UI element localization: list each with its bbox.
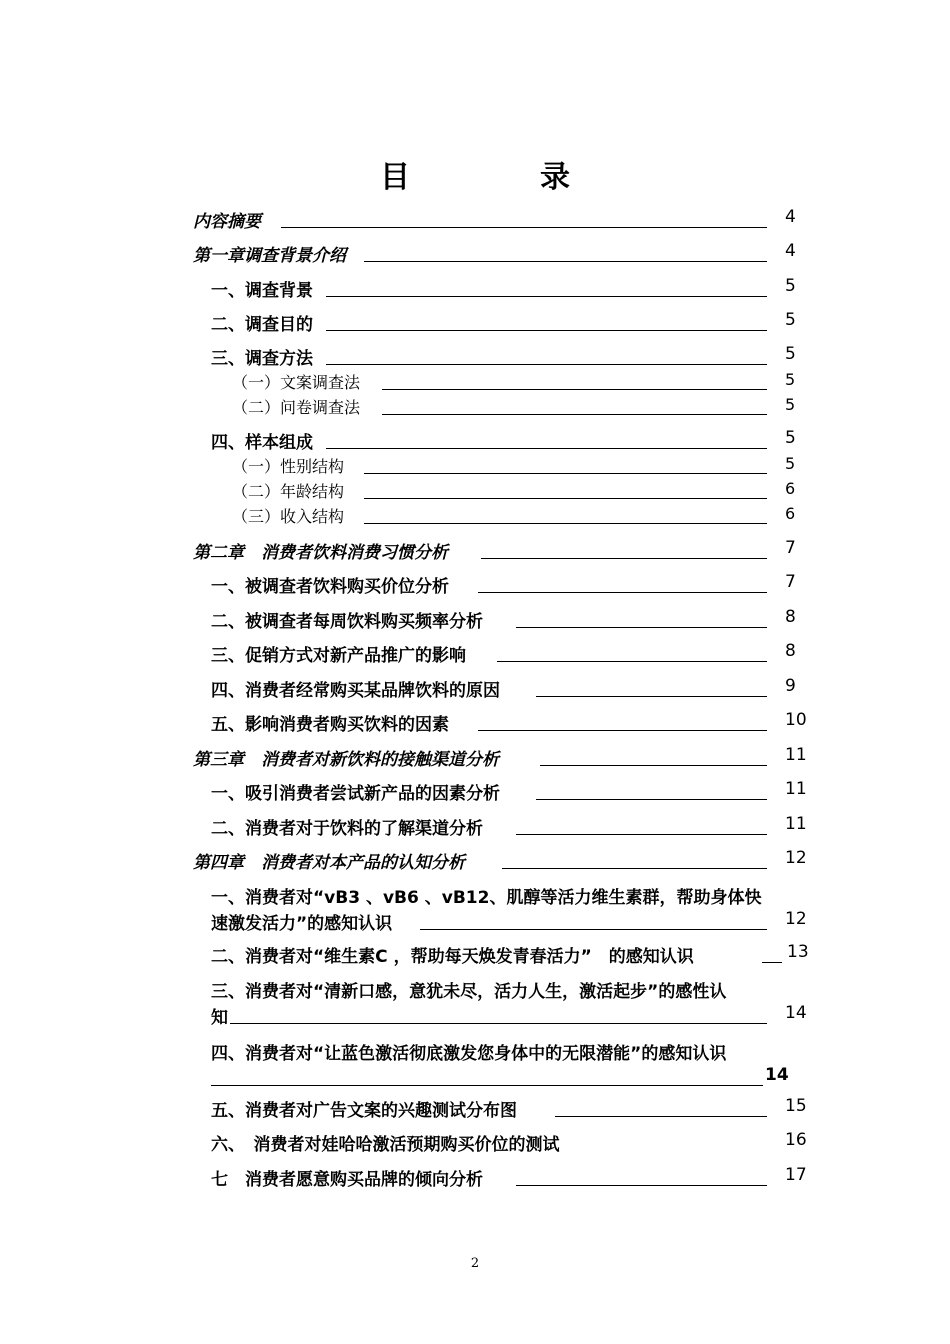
toc-entry-label: 二、被调查者每周饮料购买频率分析 bbox=[211, 612, 483, 632]
toc-leader bbox=[762, 962, 782, 963]
toc-entry-label: 内容摘要 bbox=[193, 212, 261, 232]
toc-leader bbox=[478, 730, 767, 731]
toc-page-number: 9 bbox=[785, 676, 796, 696]
toc-entry-label: 一、调查背景 bbox=[211, 281, 313, 301]
toc-entry-label: 二、消费者对“维生素C ，帮助每天焕发青春活力” 的感知认识 bbox=[211, 947, 694, 967]
toc-entry-label: 第一章调查背景介绍 bbox=[193, 246, 346, 266]
toc-entry-label-line2: 速激发活力”的感知认识 bbox=[211, 914, 393, 934]
toc-page-number: 5 bbox=[785, 395, 796, 414]
toc-entry-label: 六、 消费者对娃哈哈激活预期购买价位的测试 bbox=[211, 1135, 560, 1155]
toc-page-number: 16 bbox=[785, 1130, 807, 1150]
toc-leader bbox=[364, 523, 767, 524]
toc-entry[interactable] bbox=[0, 710, 950, 740]
toc-entry[interactable] bbox=[0, 779, 950, 809]
toc-entry-label: 三、调查方法 bbox=[211, 349, 313, 369]
toc-page-number: 8 bbox=[785, 641, 796, 661]
toc-leader bbox=[382, 414, 767, 415]
toc-page-number: 12 bbox=[785, 909, 807, 929]
toc-page-number: 5 bbox=[785, 454, 796, 473]
toc-entry[interactable] bbox=[0, 848, 950, 878]
toc-leader bbox=[326, 448, 767, 449]
toc-entry-label: 二、调查目的 bbox=[211, 315, 313, 335]
toc-entry[interactable] bbox=[0, 276, 950, 306]
toc-entry[interactable] bbox=[0, 538, 950, 568]
toc-leader bbox=[230, 1023, 767, 1024]
toc-leader bbox=[516, 1185, 767, 1186]
toc-entry-label: 三、促销方式对新产品推广的影响 bbox=[211, 646, 466, 666]
toc-page-number: 4 bbox=[785, 207, 796, 227]
toc-leader bbox=[326, 364, 767, 365]
toc-entry[interactable] bbox=[0, 310, 950, 340]
toc-leader bbox=[211, 1085, 763, 1086]
toc-entry-label: 五、影响消费者购买饮料的因素 bbox=[211, 715, 449, 735]
toc-entry-label: 七 消费者愿意购买品牌的倾向分析 bbox=[211, 1170, 483, 1190]
toc-page-number: 13 bbox=[787, 942, 809, 962]
toc-page-number: 11 bbox=[785, 779, 807, 799]
toc-entry-label: 第四章 消费者对本产品的认知分析 bbox=[193, 853, 465, 873]
toc-leader bbox=[516, 834, 767, 835]
toc-page-number: 5 bbox=[785, 310, 796, 330]
toc-entry[interactable] bbox=[0, 1130, 950, 1160]
toc-entry-label: （一）性别结构 bbox=[232, 457, 345, 476]
toc-page-number: 11 bbox=[785, 745, 807, 765]
toc-entry[interactable] bbox=[0, 572, 950, 602]
toc-page-number: 11 bbox=[785, 814, 807, 834]
toc-entry-label: 五、消费者对广告文案的兴趣测试分布图 bbox=[211, 1101, 517, 1121]
toc-leader bbox=[364, 473, 767, 474]
toc-page-number: 7 bbox=[785, 538, 796, 558]
toc-leader bbox=[536, 696, 767, 697]
toc-page-number: 7 bbox=[785, 572, 796, 592]
toc-entry[interactable] bbox=[0, 883, 950, 939]
toc-leader bbox=[364, 498, 767, 499]
toc-entry-label: （二）问卷调查法 bbox=[232, 398, 361, 417]
toc-entry-label-line1: 三、消费者对“清新口感，意犹未尽，活力人生，激活起步”的感性认 bbox=[211, 982, 727, 1002]
toc-leader bbox=[326, 330, 767, 331]
toc-entry-label: 二、消费者对于饮料的了解渠道分析 bbox=[211, 819, 483, 839]
toc-entry-label: 四、样本组成 bbox=[211, 433, 313, 453]
toc-page-number: 5 bbox=[785, 370, 796, 389]
toc-page-number: 6 bbox=[785, 479, 796, 498]
toc-leader bbox=[540, 765, 767, 766]
toc-entry-label: 四、消费者经常购买某品牌饮料的原因 bbox=[211, 681, 500, 701]
toc-page-number: 14 bbox=[785, 1003, 807, 1023]
toc-entry[interactable] bbox=[0, 207, 950, 237]
toc-entry-label-line1: 四、消费者对“让蓝色激活彻底激发您身体中的无限潜能”的感知认识 bbox=[211, 1044, 727, 1064]
toc-page-number: 5 bbox=[785, 344, 796, 364]
toc-entry[interactable] bbox=[0, 1096, 950, 1126]
toc-leader bbox=[478, 592, 767, 593]
toc-entry-label-line1: 一、消费者对“vB3 、vB6 、vB12、肌醇等活力维生素群，帮助身体快 bbox=[211, 888, 762, 908]
toc-entry-label: 一、吸引消费者尝试新产品的因素分析 bbox=[211, 784, 500, 804]
toc-page-number: 8 bbox=[785, 607, 796, 627]
toc-leader bbox=[281, 227, 767, 228]
toc-entry[interactable] bbox=[0, 1039, 950, 1095]
toc-leader bbox=[364, 261, 767, 262]
toc-page-number: 5 bbox=[785, 428, 796, 448]
toc-entry[interactable] bbox=[0, 504, 950, 534]
toc-entry[interactable] bbox=[0, 977, 950, 1033]
toc-leader bbox=[497, 661, 767, 662]
toc-entry[interactable] bbox=[0, 814, 950, 844]
toc-leader bbox=[555, 1116, 767, 1117]
toc-entry[interactable] bbox=[0, 607, 950, 637]
toc-page-number: 6 bbox=[785, 504, 796, 523]
toc-entry-label: 第二章 消费者饮料消费习惯分析 bbox=[193, 543, 448, 563]
toc-leader bbox=[382, 389, 767, 390]
toc-entry-label-line2: 知 bbox=[211, 1008, 228, 1028]
toc-page-number: 5 bbox=[785, 276, 796, 296]
toc-page-number: 12 bbox=[785, 848, 807, 868]
toc-page-number: 10 bbox=[785, 710, 807, 730]
toc-leader bbox=[502, 868, 767, 869]
toc-entry-label: （二）年龄结构 bbox=[232, 482, 345, 501]
toc-leader bbox=[326, 296, 767, 297]
toc-leader bbox=[516, 627, 767, 628]
toc-entry[interactable] bbox=[0, 745, 950, 775]
toc-entry-label: 第三章 消费者对新饮料的接触渠道分析 bbox=[193, 750, 499, 770]
toc-entry-label: 一、被调查者饮料购买价位分析 bbox=[211, 577, 449, 597]
toc-entry[interactable] bbox=[0, 1165, 950, 1195]
toc-page-number: 15 bbox=[785, 1096, 807, 1116]
toc-entry[interactable] bbox=[0, 942, 950, 972]
toc-entry[interactable] bbox=[0, 676, 950, 706]
toc-leader bbox=[481, 558, 767, 559]
toc-entry-label: （三）收入结构 bbox=[232, 507, 345, 526]
toc-page-number: 4 bbox=[785, 241, 796, 261]
page-title: 目 录 bbox=[380, 160, 620, 195]
toc-leader bbox=[420, 929, 767, 930]
toc-entry[interactable] bbox=[0, 641, 950, 671]
toc-entry[interactable] bbox=[0, 241, 950, 271]
toc-page-number: 17 bbox=[785, 1165, 807, 1185]
toc-entry-label: （一）文案调查法 bbox=[232, 373, 361, 392]
toc-leader bbox=[536, 799, 767, 800]
page-number-footer: 2 bbox=[470, 1256, 480, 1271]
toc-page-number: 14 bbox=[765, 1065, 789, 1085]
toc-entry[interactable] bbox=[0, 395, 950, 425]
